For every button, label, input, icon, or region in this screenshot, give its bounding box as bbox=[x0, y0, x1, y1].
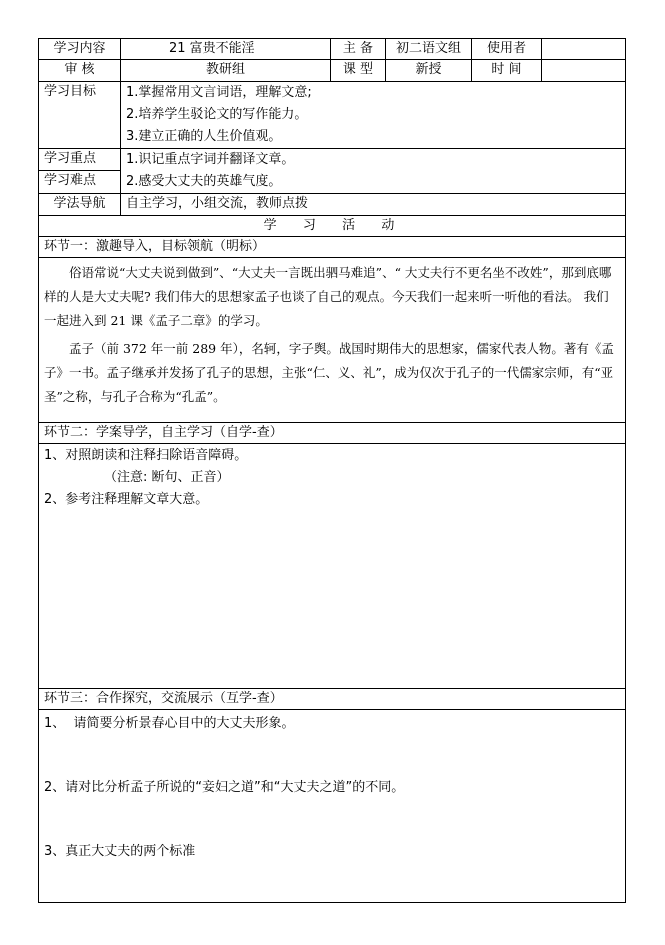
method-label: 学法导航 bbox=[39, 194, 121, 216]
goals-content bbox=[121, 82, 626, 149]
lead-value: 初二语文组 bbox=[386, 39, 472, 60]
section2-content-row bbox=[39, 444, 626, 689]
self-study-note: （注意: 断句、正音） bbox=[104, 470, 230, 485]
user-value bbox=[542, 39, 626, 60]
section3-title: 环节三：合作探究，交流展示（互学-查） bbox=[39, 689, 626, 710]
focus-label: 学习重点 bbox=[39, 149, 121, 171]
section1-title: 环节一：激趣导入，目标领航（明标） bbox=[39, 237, 626, 258]
self-study-question: 2、参考注释理解文章大意。 bbox=[44, 492, 209, 507]
content-value bbox=[121, 39, 331, 60]
section1-content-row bbox=[39, 258, 626, 423]
goal-item: 3.建立正确的人生价值观。 bbox=[126, 129, 282, 144]
section1-content bbox=[39, 258, 626, 423]
goal-item: 2.培养学生驳论文的写作能力。 bbox=[126, 107, 308, 122]
discussion-question: 1、 请简要分析景春心目中的大丈夫形象。 bbox=[44, 716, 295, 731]
key-points-content bbox=[121, 149, 626, 194]
time-label: 时 间 bbox=[472, 60, 542, 82]
self-study-question: 1、对照朗读和注释扫除语音障碍。 bbox=[44, 448, 248, 463]
section1-title-row bbox=[39, 237, 626, 258]
key-point-item: 2.感受大丈夫的英雄气度。 bbox=[126, 174, 282, 189]
section3-content-row bbox=[39, 710, 626, 903]
review-label: 审 核 bbox=[39, 60, 121, 82]
time-value bbox=[542, 60, 626, 82]
lesson-title: 21 富贵不能淫 bbox=[169, 41, 255, 56]
difficulty-label: 学习难点 bbox=[39, 170, 121, 193]
section3-content bbox=[39, 710, 626, 903]
goals-row bbox=[39, 82, 626, 149]
lesson-plan-table bbox=[38, 38, 626, 903]
lead-label: 主 备 bbox=[331, 39, 386, 60]
goals-label: 学习目标 bbox=[39, 82, 121, 149]
section2-title: 环节二：学案导学，自主学习（自学-查） bbox=[39, 423, 626, 444]
focus-row bbox=[39, 149, 626, 171]
discussion-question: 2、请对比分析孟子所说的“妾妇之道”和“大丈夫之道”的不同。 bbox=[44, 780, 405, 795]
key-point-item: 1.识记重点字词并翻译文章。 bbox=[126, 152, 295, 167]
method-value: 自主学习，小组交流，教师点拨 bbox=[121, 194, 626, 216]
activity-heading: 学 习 活 动 bbox=[39, 216, 626, 237]
header-row-1 bbox=[39, 39, 626, 60]
header-row-2 bbox=[39, 60, 626, 82]
intro-paragraph: 俗语常说“大丈夫说到做到”、“大丈夫一言既出驷马难追”、“ 大丈夫行不更名坐不改姓”，那到底哪样的人是大丈夫呢? 我们伟大的思想家孟子也谈了自己的观点。今天我们一起来听一听他的看法。 我们一起进入到 21 课《孟子二章》的学习。 bbox=[44, 265, 612, 328]
mencius-bio-paragraph: 孟子（前 372 年一前 289 年），名轲，字子舆。战国时期伟大的思想家，儒家代表人物。著有《孟子》一书。孟子继承并发扬了孔子的思想，主张“仁、义、礼”，成为仅次于孔子的一代儒家宗师，有“亚圣”之称，与孔子合称为“孔孟”。 bbox=[44, 341, 614, 404]
type-value: 新授 bbox=[386, 60, 472, 82]
user-label: 使用者 bbox=[472, 39, 542, 60]
method-row bbox=[39, 194, 626, 216]
section3-title-row bbox=[39, 689, 626, 710]
discussion-question: 3、真正大丈夫的两个标准 bbox=[44, 844, 196, 859]
activity-heading-row bbox=[39, 216, 626, 237]
section2-content bbox=[39, 444, 626, 689]
lesson-plan-sheet bbox=[38, 38, 625, 903]
goal-item: 1.掌握常用文言词语，理解文意; bbox=[126, 85, 312, 100]
type-label: 课 型 bbox=[331, 60, 386, 82]
section2-title-row bbox=[39, 423, 626, 444]
review-value: 教研组 bbox=[121, 60, 331, 82]
content-label: 学习内容 bbox=[39, 39, 121, 60]
